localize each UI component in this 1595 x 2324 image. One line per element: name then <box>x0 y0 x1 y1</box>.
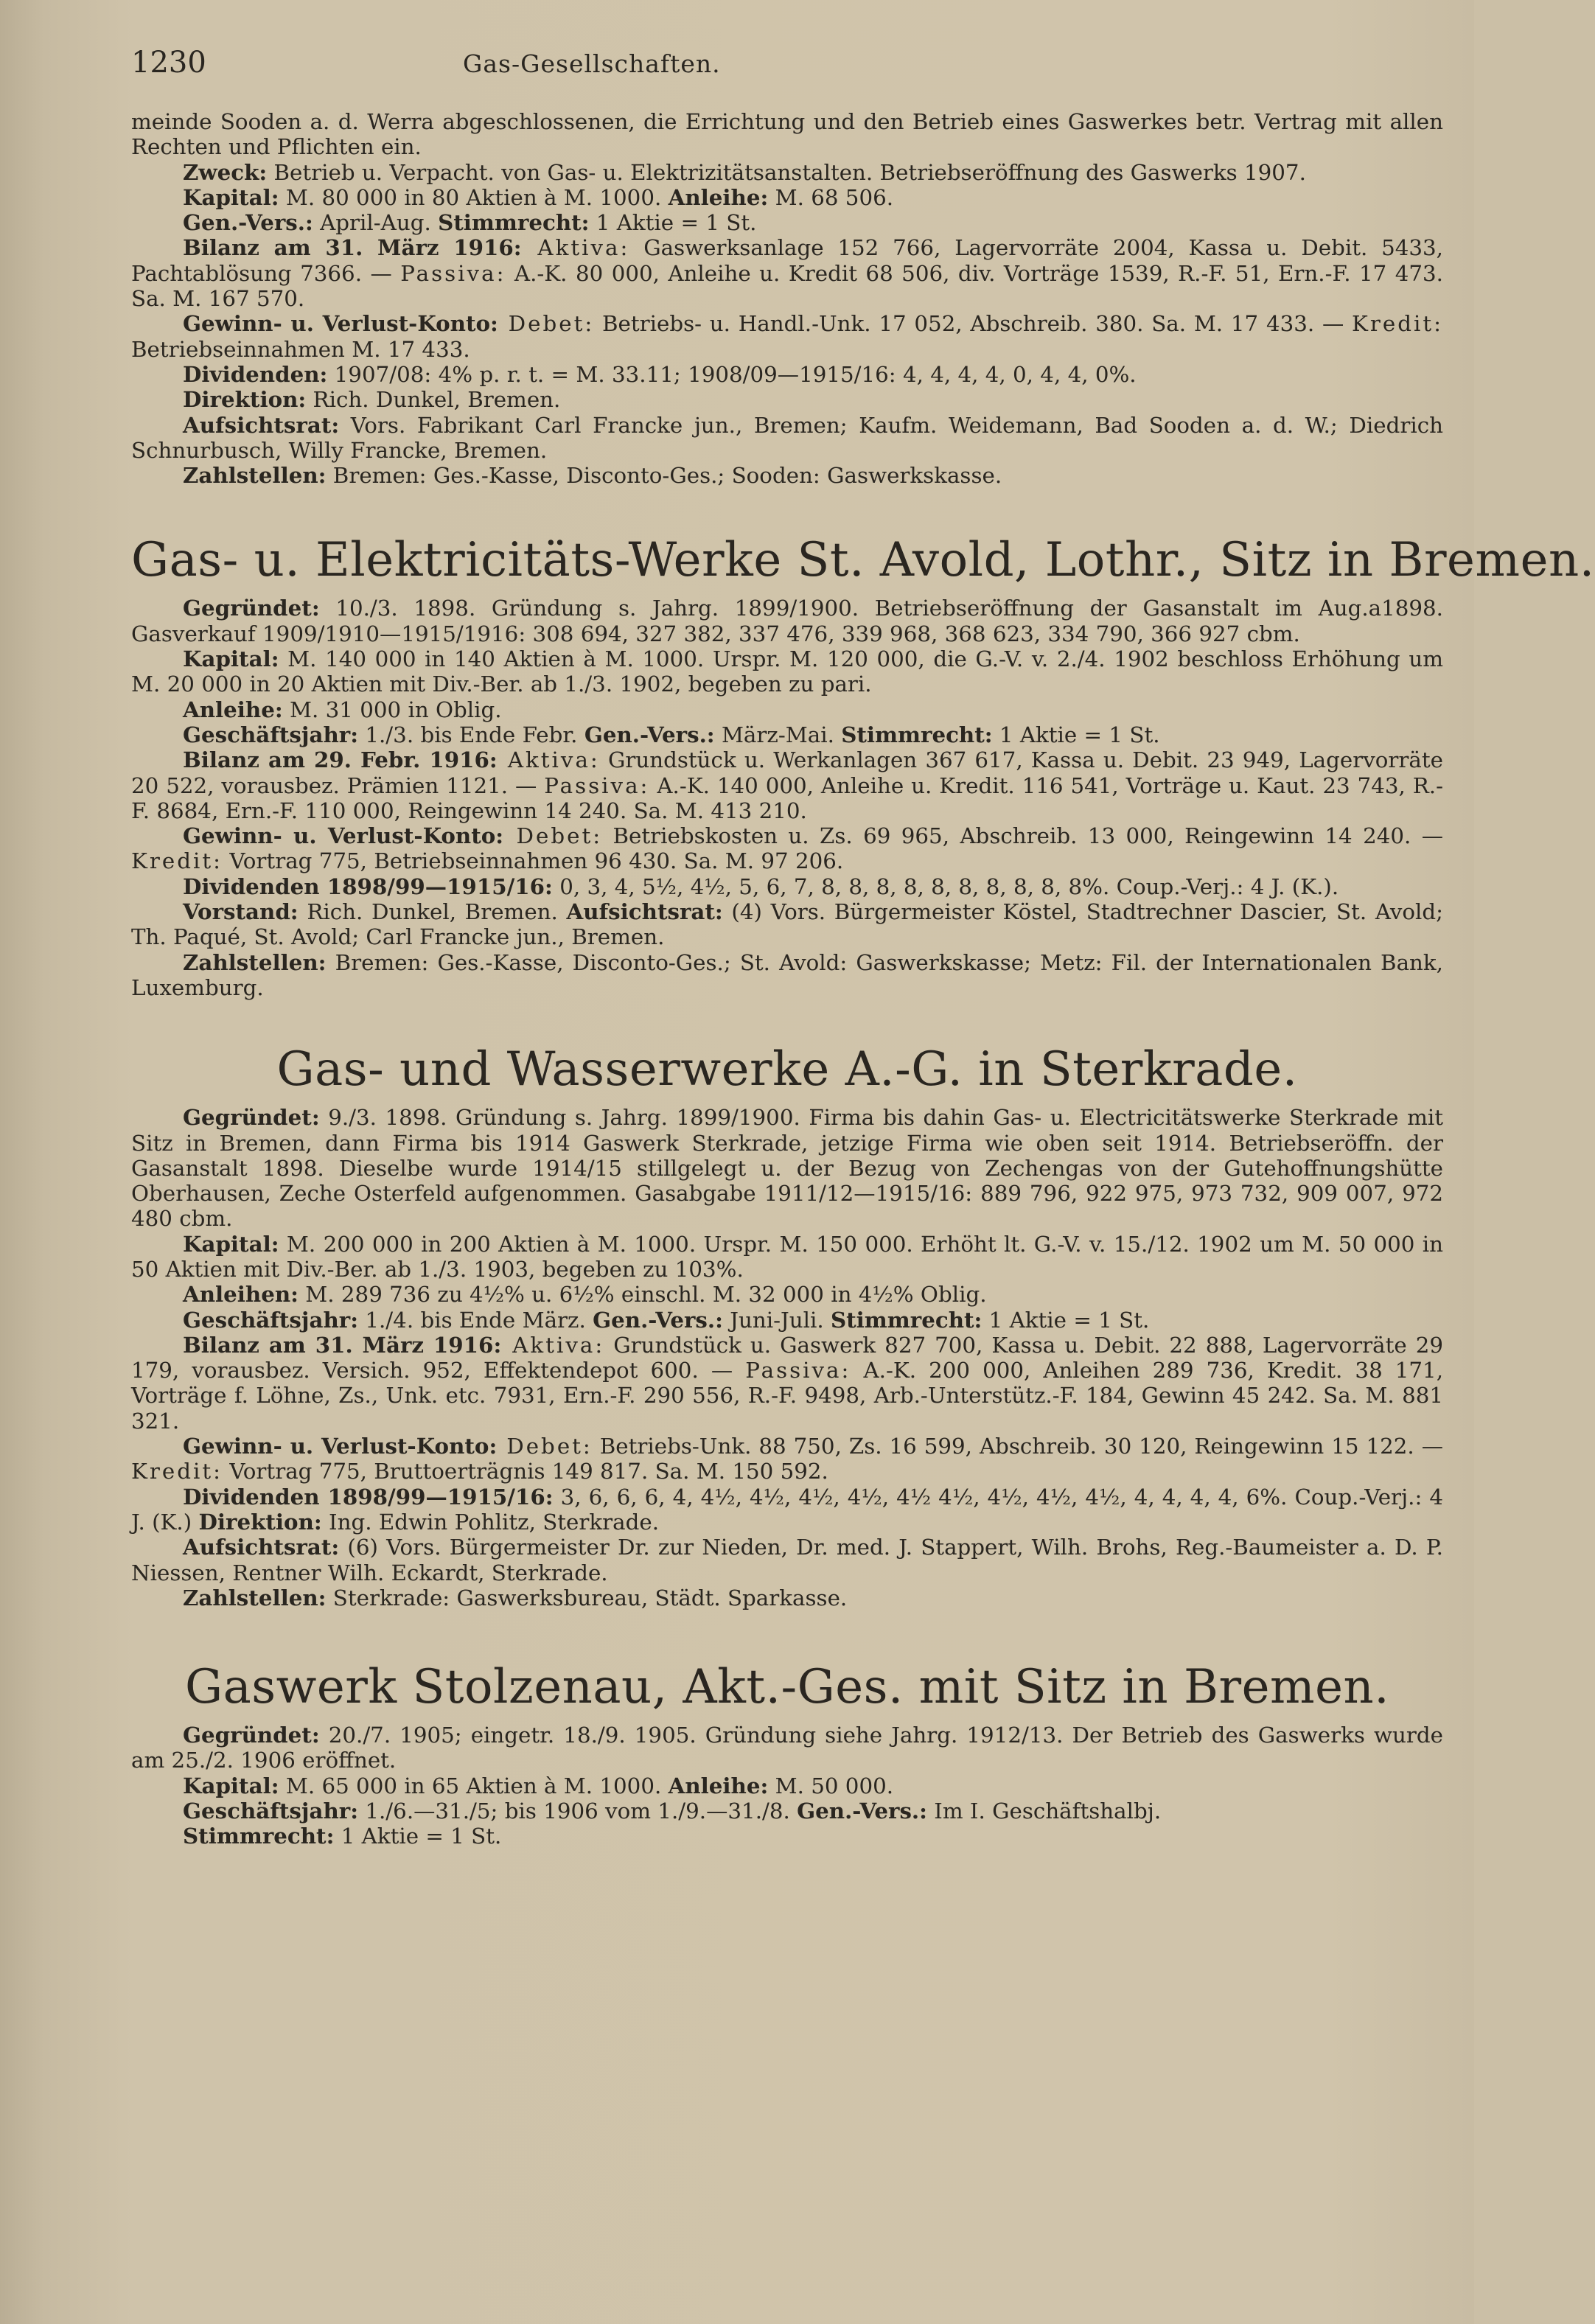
label-dividenden: Dividenden 1898/99—1915/16: <box>183 1483 554 1510</box>
paragraph-zweck <box>131 160 1443 185</box>
text: 20./7. 1905; eingetr. 18./9. 1905. Gründung siehe Jahrg. 1912/13. Der Betrieb des Gaswerks wurde am 25./2. 1906 eröffnet. <box>131 1723 1443 1773</box>
label-passiva: Passiva: <box>544 772 650 798</box>
paragraph-direktion <box>131 387 1443 412</box>
label-vorstand: Vorstand: <box>183 898 299 925</box>
label-aufsichtsrat: Aufsichtsrat: <box>566 898 723 925</box>
text: M. 140 000 in 140 Aktien à M. 1000. Urspr. M. 120 000, die G.-V. v. 2./4. 1902 beschloss Erhöhung um M. 20 000 in 20 Aktien mit Div.-Ber. ab 1./3. 1902, begeben zu pari. <box>131 646 1443 697</box>
label-anleihen: Anleihen: <box>183 1281 299 1308</box>
label-bilanz: Bilanz am 31. März 1916: <box>183 1331 502 1358</box>
spacer <box>131 1000 1443 1040</box>
label-genvers: Gen.-Vers.: <box>797 1798 927 1824</box>
label-stimmrecht: Stimmrecht: <box>830 1306 983 1333</box>
label-debet: Debet: <box>503 823 603 849</box>
text: Im I. Geschäftshalbj. <box>926 1798 1162 1824</box>
text: M. 200 000 in 200 Aktien à M. 1000. Urspr. M. 150 000. Erhöht lt. G.-V. v. 15./12. 1902 um M. 50 000 in 50 Aktien mit Div.-Ber. ab 1./3. 1903, begeben zu 103%. <box>131 1231 1443 1282</box>
paragraph-gewinn <box>131 1434 1443 1484</box>
text: Vortrag 775, Bruttoerträgnis 149 817. Sa. M. 150 592. <box>223 1459 828 1484</box>
paragraph-genvers <box>131 210 1443 235</box>
text: Betrieb u. Verpacht. von Gas- u. Elektrizitätsanstalten. Betriebseröffnung des Gaswerks 1907. <box>267 159 1306 185</box>
text: Bremen: Ges.-Kasse, Disconto-Ges.; Sooden: Gaswerkskasse. <box>326 463 1002 489</box>
section-title-sterkrade: Gas- und Wasserwerke A.-G. in Sterkrade. <box>276 1042 1298 1098</box>
text: Rich. Dunkel, Bremen. <box>298 899 567 925</box>
running-title: Gas-Gesellschaften. <box>463 49 721 78</box>
label-passiva: Passiva: <box>745 1358 851 1383</box>
label-gegruendet: Gegründet: <box>183 595 320 621</box>
label-aufsichtsrat: Aufsichtsrat: <box>183 411 340 438</box>
paragraph-aufsichtsrat <box>131 413 1443 464</box>
text: Grundstück u. Gaswerk 827 700, Kassa u. Debit. 22 888, Lagervorräte 29 179, vorausbez. Versich. 952, Effektendepot 600. — <box>131 1332 1443 1383</box>
paragraph-gegruendet <box>131 596 1443 646</box>
text: Juni-Juli. <box>722 1307 831 1333</box>
paragraph-vorstand <box>131 899 1443 950</box>
text: A.-K. 140 000, Anleihe u. Kredit. 116 541, Vorträge u. Kaut. 23 743, R.-F. 8684, Ern.-F. 110 000, Reingewinn 14 240. Sa. M. 413 210. <box>131 772 1443 823</box>
label-debet: Debet: <box>497 1434 593 1459</box>
label-debet: Debet: <box>498 311 595 337</box>
paragraph-geschaeftsjahr <box>131 722 1443 747</box>
label-gewinn: Gewinn- u. Verlust-Konto: <box>183 1433 498 1459</box>
label-zweck: Zweck: <box>183 158 268 185</box>
paragraph-intro <box>131 109 1443 160</box>
text: 3, 6, 6, 6, 4, 4½, 4½, 4½, 4½, 4½ 4½, 4½, 4½, 4½, 4, 4, 4, 4, 6%. Coup.-Verj.: 4 J. (K.) <box>131 1484 1443 1535</box>
text: M. 31 000 in Oblig. <box>282 697 502 722</box>
label-aufsichtsrat: Aufsichtsrat: <box>183 1534 340 1560</box>
label-zahlstellen: Zahlstellen: <box>183 462 327 489</box>
text: 1./3. bis Ende Febr. <box>358 722 584 747</box>
paragraph-stimmrecht <box>131 1824 1443 1849</box>
label-kredit: Kredit: <box>131 1459 223 1484</box>
text: A.-K. 200 000, Anleihen 289 736, Kredit. 38 171, Vorträge f. Löhne, Zs., Unk. etc. 7931, Ern.-F. 290 556, R.-F. 9498, Arb.-Unterstütz.-F. 184, Gewinn 45 242. Sa. M. 881 321. <box>131 1358 1444 1434</box>
text: Betriebs-Unk. 88 750, Zs. 16 599, Abschreib. 30 120, Reingewinn 15 122. — <box>592 1434 1443 1459</box>
text: 1 Aktie = 1 St. <box>992 722 1160 747</box>
text: 1 Aktie = 1 St. <box>982 1307 1150 1333</box>
section-title-stolzenau: Gaswerk Stolzenau, Akt.-Ges. mit Sitz in Bremen. <box>184 1660 1390 1715</box>
text: 1 Aktie = 1 St. <box>334 1824 502 1849</box>
text: 9./3. 1898. Gründung s. Jahrg. 1899/1900. Firma bis dahin Gas- u. Electricitätswerke Sterkrade mit Sitz in Bremen, dann Firma bis 1914 Gaswerk Sterkrade, jetzige Firma wie oben seit 1914. Betriebseröffn. der Gasanstalt 1898. Dieselbe wurde 1914/15 stillgelegt u. der Bezug von Zechengas von der Gutehoffnungshütte Oberhausen, Zeche Osterfeld aufgenommen. Gasabgabe 1911/12—1915/16: 889 796, 922 975, 973 732, 909 007, 972 480 cbm. <box>131 1105 1443 1232</box>
entry-st-avold <box>131 531 1595 1000</box>
text: Vors. Fabrikant Carl Francke jun., Bremen; Kaufm. Weidemann, Bad Sooden a. d. W.; Diedrich Schnurbusch, Willy Francke, Bremen. <box>131 412 1443 463</box>
label-zahlstellen: Zahlstellen: <box>183 949 327 975</box>
paragraph-gegruendet <box>131 1105 1443 1231</box>
label-kredit: Kredit: <box>1352 311 1444 337</box>
label-anleihe: Anleihe: <box>668 1772 769 1798</box>
label-gegruendet: Gegründet: <box>183 1722 320 1748</box>
text: (4) Vors. Bürgermeister Köstel, Stadtrechner Dascier, St. Avold; Th. Paqué, St. Avold; Carl Francke jun., Bremen. <box>131 899 1443 950</box>
label-kapital: Kapital: <box>183 646 279 672</box>
label-gewinn: Gewinn- u. Verlust-Konto: <box>183 823 504 849</box>
text: Ing. Edwin Pohlitz, Sterkrade. <box>321 1509 660 1535</box>
paragraph-gewinn <box>131 311 1443 362</box>
label-aktiva: Aktiva: <box>521 235 630 261</box>
paragraph-kapital <box>131 646 1443 697</box>
text: Gaswerksanlage 152 766, Lagervorräte 2004, Kassa u. Debit. 5433, Pachtablösung 7366. — <box>131 235 1443 286</box>
label-zahlstellen: Zahlstellen: <box>183 1584 327 1611</box>
text: Vortrag 775, Betriebseinnahmen 96 430. Sa. M. 97 206. <box>223 848 844 874</box>
label-genvers: Gen.-Vers.: <box>593 1306 723 1333</box>
text: M. 50 000. <box>768 1773 894 1798</box>
paragraph-dividenden <box>131 362 1443 387</box>
paragraph-zahlstellen <box>131 950 1443 1001</box>
label-kapital: Kapital: <box>183 1230 279 1257</box>
paragraph-geschaeftsjahr <box>131 1798 1443 1824</box>
text: (6) Vors. Bürgermeister Dr. zur Nieden, Dr. med. J. Stappert, Wilh. Brohs, Reg.-Baumeister a. D. P. Niessen, Rentner Wilh. Eckardt, Sterkrade. <box>131 1535 1443 1585</box>
paragraph-geschaeftsjahr <box>131 1308 1443 1333</box>
label-geschaeftsjahr: Geschäftsjahr: <box>183 1306 359 1333</box>
paragraph-bilanz <box>131 1333 1443 1434</box>
paragraph-dividenden <box>131 1484 1443 1535</box>
text: Grundstück u. Werkanlagen 367 617, Kassa u. Debit. 23 949, Lagervorräte 20 522, vorausbez. Prämien 1121. — <box>131 747 1443 798</box>
page-number: 1230 <box>131 46 206 80</box>
paragraph-kapital <box>131 1232 1443 1283</box>
label-stimmrecht: Stimmrecht: <box>438 209 590 236</box>
label-gegruendet: Gegründet: <box>183 1104 320 1131</box>
section-title-st-avold: Gas- u. Elektricitäts-Werke St. Avold, Lothr., Sitz in Bremen. <box>131 533 1595 588</box>
text: meinde Sooden a. d. Werra abgeschlossenen, die Errichtung und den Betrieb eines Gaswerkes betr. Vertrag mit allen Rechten und Pflichten ein. <box>131 109 1443 160</box>
text: M. 80 000 in 80 Aktien à M. 1000. <box>279 184 669 210</box>
label-kapital: Kapital: <box>183 184 279 210</box>
label-stimmrecht: Stimmrecht: <box>183 1823 335 1849</box>
text: M. 289 736 zu 4½% u. 6½% einschl. M. 32 000 in 4½% Oblig. <box>298 1282 987 1308</box>
paragraph-aufsichtsrat <box>131 1535 1443 1585</box>
label-genvers: Gen.-Vers.: <box>183 209 313 236</box>
label-direktion: Direktion: <box>183 386 307 413</box>
label-anleihe: Anleihe: <box>668 184 769 210</box>
paragraph-anleihe <box>131 697 1443 722</box>
text: 0, 3, 4, 5½, 4½, 5, 6, 7, 8, 8, 8, 8, 8, 8, 8, 8, 8, 8%. Coup.-Verj.: 4 J. (K.). <box>552 873 1339 899</box>
label-aktiva: Aktiva: <box>497 747 600 773</box>
label-anleihe: Anleihe: <box>183 696 283 722</box>
entry-sooden-continuation <box>131 109 1443 488</box>
text: 1./4. bis Ende März. <box>358 1307 593 1333</box>
spacer <box>131 1611 1443 1658</box>
text: M. 68 506. <box>768 184 894 210</box>
text: Betriebs- u. Handl.-Unk. 17 052, Abschreib. 380. Sa. M. 17 433. — <box>594 311 1353 337</box>
label-geschaeftsjahr: Geschäftsjahr: <box>183 721 359 747</box>
label-kapital: Kapital: <box>183 1772 279 1798</box>
paragraph-zahlstellen <box>131 1585 1443 1611</box>
text: A.-K. 80 000, Anleihe u. Kredit 68 506, div. Vorträge 1539, R.-F. 51, Ern.-F. 17 473. Sa. M. 167 570. <box>131 260 1443 312</box>
label-direktion: Direktion: <box>198 1508 322 1535</box>
label-geschaeftsjahr: Geschäftsjahr: <box>183 1798 359 1824</box>
label-gewinn: Gewinn- u. Verlust-Konto: <box>183 310 498 337</box>
paragraph-anleihen <box>131 1282 1443 1307</box>
label-aktiva: Aktiva: <box>501 1332 605 1358</box>
paragraph-kapital <box>131 185 1443 210</box>
text: Rich. Dunkel, Bremen. <box>306 387 561 413</box>
label-genvers: Gen.-Vers.: <box>584 721 715 747</box>
paragraph-zahlstellen <box>131 463 1443 488</box>
paragraph-gewinn <box>131 823 1443 874</box>
label-passiva: Passiva: <box>400 260 506 286</box>
label-stimmrecht: Stimmrecht: <box>841 721 993 747</box>
text: Sterkrade: Gaswerksbureau, Städt. Sparkasse. <box>326 1585 848 1611</box>
text: 10./3. 1898. Gründung s. Jahrg. 1899/1900. Betriebseröffnung der Gasanstalt im Aug.a1898. Gasverkauf 1909/1910—1915/1916: 308 694, 327 382, 337 476, 339 968, 368 623, 334 790, 366 927 cbm. <box>131 596 1443 646</box>
label-bilanz: Bilanz am 31. März 1916: <box>183 234 522 261</box>
text: Betriebseinnahmen M. 17 433. <box>131 336 470 362</box>
paragraph-bilanz <box>131 747 1443 823</box>
paragraph-dividenden <box>131 874 1443 899</box>
running-head <box>131 46 1443 90</box>
paragraph-gegruendet <box>131 1723 1443 1773</box>
spacer <box>131 488 1443 531</box>
text: April-Aug. <box>313 210 439 236</box>
text: Bremen: Ges.-Kasse, Disconto-Ges.; St. Avold: Gaswerkskasse; Metz: Fil. der Internationalen Bank, Luxemburg. <box>131 949 1443 1000</box>
text: 1907/08: 4% p. r. t. = M. 33.11; 1908/09—1915/16: 4, 4, 4, 4, 0, 4, 4, 0%. <box>327 361 1137 387</box>
text: M. 65 000 in 65 Aktien à M. 1000. <box>279 1773 669 1798</box>
label-bilanz: Bilanz am 29. Febr. 1916: <box>183 747 498 773</box>
text: Betriebskosten u. Zs. 69 965, Abschreib. 13 000, Reingewinn 14 240. — <box>602 823 1444 849</box>
entry-sterkrade <box>131 1040 1443 1611</box>
label-dividenden: Dividenden 1898/99—1915/16: <box>183 873 553 899</box>
text: 1./6.—31./5; bis 1906 vom 1./9.—31./8. <box>358 1798 797 1824</box>
label-dividenden: Dividenden: <box>183 360 328 387</box>
paragraph-kapital <box>131 1773 1443 1798</box>
text: März-Mai. <box>714 722 842 747</box>
text: 1 Aktie = 1 St. <box>589 210 757 236</box>
entry-stolzenau <box>131 1658 1443 1849</box>
label-kredit: Kredit: <box>131 848 223 874</box>
paragraph-bilanz <box>131 235 1443 311</box>
